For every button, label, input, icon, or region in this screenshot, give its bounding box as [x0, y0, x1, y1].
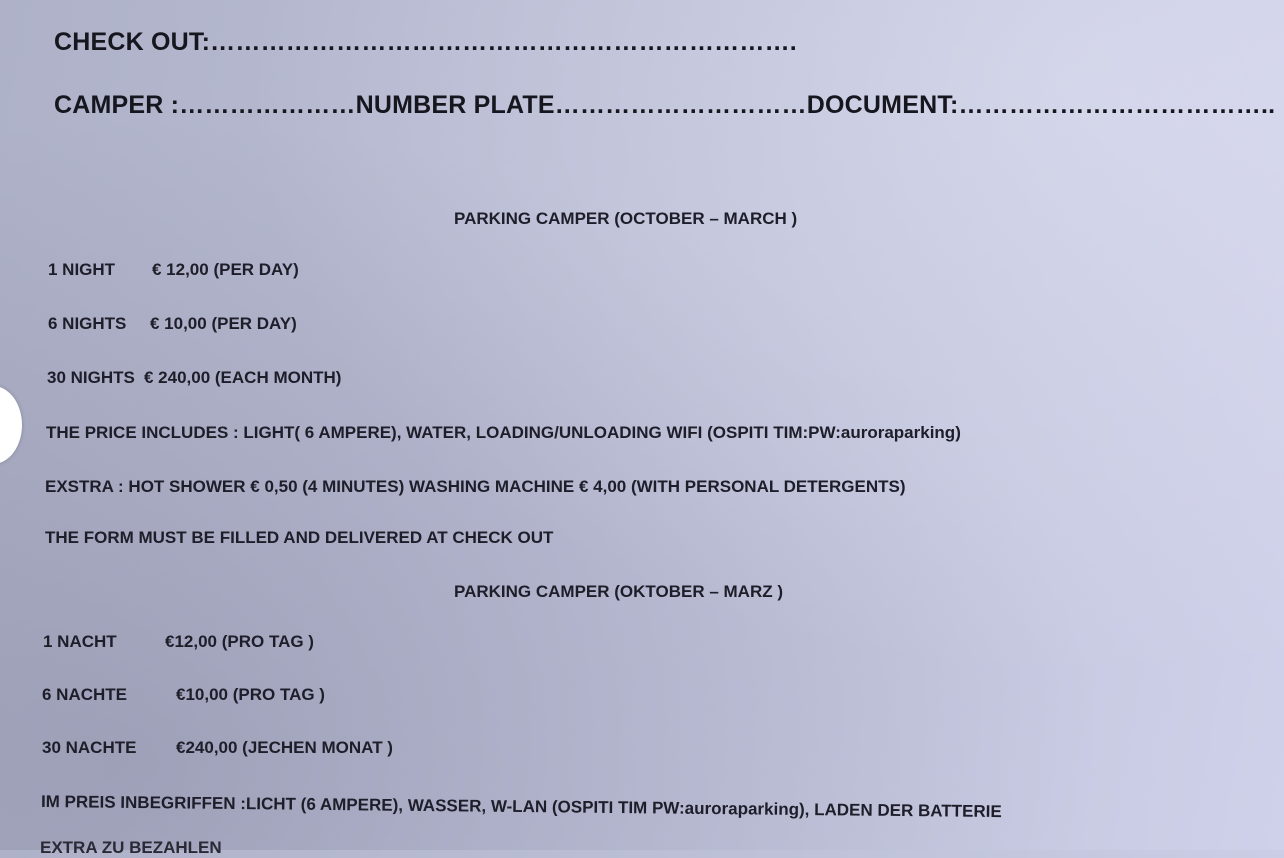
german-rate-row	[42, 738, 393, 758]
rate-price: €10,00 (PRO TAG )	[176, 685, 325, 704]
german-includes-text: IM PREIS INBEGRIFFEN :LICHT (6 AMPERE), WASSER, W-LAN (OSPITI TIM PW:auroraparking), LADEN DER BATTERIE	[40, 792, 1002, 822]
english-notice	[45, 528, 553, 548]
german-rate-row	[42, 685, 325, 705]
german-extra-cutoff	[40, 838, 222, 858]
camper-field-row	[54, 91, 1275, 120]
rate-price: € 10,00 (PER DAY)	[150, 314, 297, 333]
rate-price: € 240,00 (EACH MONTH)	[144, 368, 342, 387]
rate-price: € 12,00 (PER DAY)	[152, 260, 299, 279]
camper-fields-text: CAMPER :…………………NUMBER PLATE…………………………DOCUMENT:………………………………..	[54, 91, 1276, 119]
german-title-text: PARKING CAMPER (OKTOBER – MARZ )	[454, 582, 783, 601]
rate-nights: 6 NIGHTS	[48, 314, 127, 333]
english-rate-row	[47, 368, 341, 388]
english-extra	[45, 477, 905, 497]
english-includes	[46, 423, 961, 443]
extra-text: EXSTRA : HOT SHOWER € 0,50 (4 MINUTES) WASHING MACHINE € 4,00 (WITH PERSONAL DETERGENTS)	[45, 477, 906, 496]
german-includes	[41, 792, 1002, 822]
floating-circle-button[interactable]	[0, 386, 22, 464]
english-rate-row	[48, 260, 299, 280]
english-section-title	[454, 209, 797, 229]
rate-price: €12,00 (PRO TAG )	[165, 632, 314, 651]
includes-text: THE PRICE INCLUDES : LIGHT( 6 AMPERE), WATER, LOADING/UNLOADING WIFI (OSPITI TIM:PW:auroraparking)	[46, 423, 961, 442]
rate-nights: 30 NIGHTS	[47, 368, 135, 387]
rate-price: €240,00 (JECHEN MONAT )	[176, 738, 393, 757]
checkout-label: CHECK OUT:…………………………………………………………….	[54, 28, 797, 56]
english-title-text: PARKING CAMPER (OCTOBER – MARCH )	[454, 209, 798, 228]
rate-nights: 1 NACHT	[43, 632, 117, 651]
checkout-field	[54, 28, 797, 57]
rate-nights: 30 NACHTE	[42, 738, 137, 757]
cutoff-text: EXTRA ZU BEZAHLEN	[40, 838, 222, 857]
english-rate-row	[48, 314, 297, 334]
rate-nights: 6 NACHTE	[42, 685, 128, 704]
german-section-title	[454, 582, 783, 602]
notice-text: THE FORM MUST BE FILLED AND DELIVERED AT CHECK OUT	[45, 528, 554, 547]
rate-nights: 1 NIGHT	[48, 260, 116, 279]
german-rate-row	[43, 632, 314, 652]
